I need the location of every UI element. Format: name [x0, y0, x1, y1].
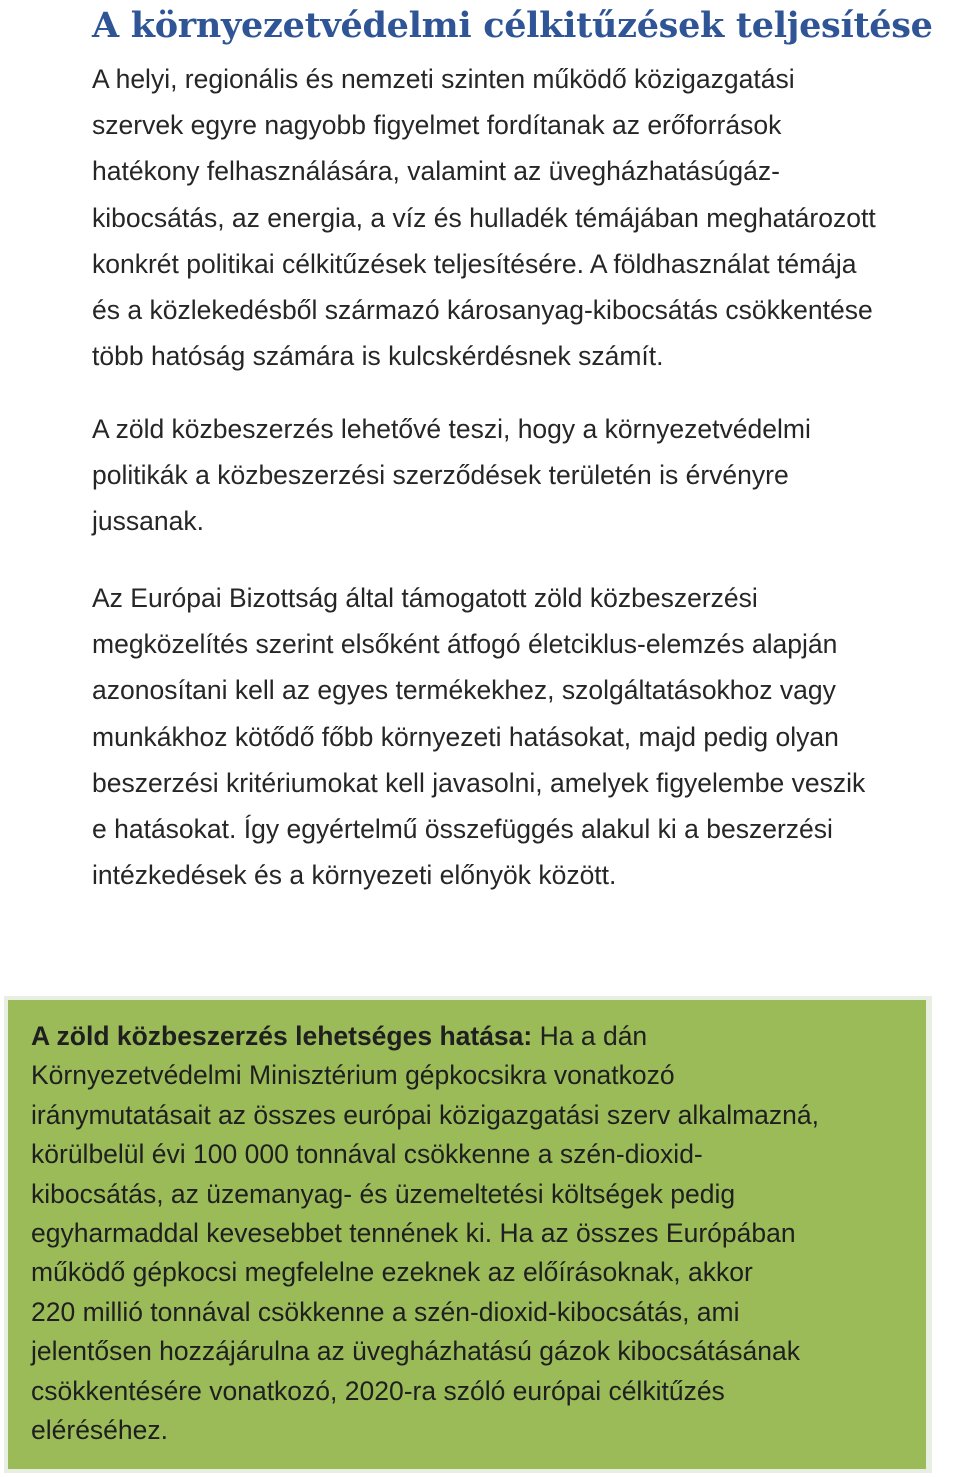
callout-line: Környezetvédelmi Minisztérium gépkocsikra vonatkozó: [31, 1060, 675, 1091]
paragraph-intro: [92, 56, 958, 379]
page-title: A környezetvédelmi célkitűzések teljesítése: [92, 5, 933, 46]
text-line: azonosítani kell az egyes termékekhez, szolgáltatásokhoz vagy: [92, 675, 836, 706]
callout-line: 220 millió tonnával csökkenne a szén-dioxid-kibocsátás, ami: [31, 1296, 740, 1327]
text-line: jussanak.: [92, 506, 204, 537]
callout-line: csökkentésére vonatkozó, 2020-ra szóló európai célkitűzés: [31, 1375, 725, 1406]
callout-line: jelentősen hozzájárulna az üvegházhatású gázok kibocsátásának: [31, 1336, 801, 1367]
paragraph-commission-approach: [92, 575, 958, 898]
text-line: A helyi, regionális és nemzeti szinten működő közigazgatási: [92, 64, 795, 94]
callout-line: működő gépkocsi megfelelne ezeknek az előírásoknak, akkor: [31, 1257, 753, 1288]
text-line: konkrét politikai célkitűzések teljesítésére. A földhasználat témája: [92, 248, 857, 279]
text-line: és a közlekedésből származó károsanyag-kibocsátás csökkentése: [92, 295, 873, 326]
text-line: Az Európai Bizottság által támogatott zöld közbeszerzési: [92, 583, 758, 613]
text-line: e hatásokat. Így egyértelmű összefüggés alakul ki a beszerzési: [92, 814, 833, 845]
text-line: hatékony felhasználására, valamint az üvegházhatásúgáz-: [92, 156, 780, 187]
text-line: politikák a közbeszerzési szerződések területén is érvényre: [92, 460, 789, 491]
text-line: több hatóság számára is kulcskérdésnek számít.: [92, 341, 664, 372]
paragraph-green-procurement: [92, 406, 958, 545]
text-line: intézkedések és a környezeti előnyök között.: [92, 860, 617, 891]
callout-heading: A zöld közbeszerzés lehetséges hatása:: [31, 1021, 533, 1051]
callout-first-line-rest: Ha a dán: [532, 1021, 648, 1051]
callout-text: [31, 1017, 911, 1450]
text-line: munkákhoz kötődő főbb környezeti hatásokat, majd pedig olyan: [92, 721, 839, 752]
callout-line: körülbelül évi 100 000 tonnával csökkenne a szén-dioxid-: [31, 1139, 703, 1170]
callout-line: iránymutatásait az összes európai közigazgatási szerv alkalmazná,: [31, 1099, 820, 1130]
text-line: kibocsátás, az energia, a víz és hulladék témájában meghatározott: [92, 202, 876, 233]
text-line: beszerzési kritériumokat kell javasolni, amelyek figyelembe veszik: [92, 767, 866, 798]
callout-first-line: [31, 1017, 911, 1056]
text-line: szervek egyre nagyobb figyelmet fordítanak az erőforrások: [92, 110, 782, 141]
callout-line: kibocsátás, az üzemanyag- és üzemeltetési költségek pedig: [31, 1178, 736, 1209]
callout-line: egyharmaddal kevesebbet tennének ki. Ha az összes Európában: [31, 1218, 796, 1249]
callout-line: eléréséhez.: [31, 1415, 169, 1446]
text-line: megközelítés szerint elsőként átfogó életciklus-elemzés alapján: [92, 629, 838, 660]
text-line: A zöld közbeszerzés lehetővé teszi, hogy a környezetvédelmi: [92, 414, 811, 444]
